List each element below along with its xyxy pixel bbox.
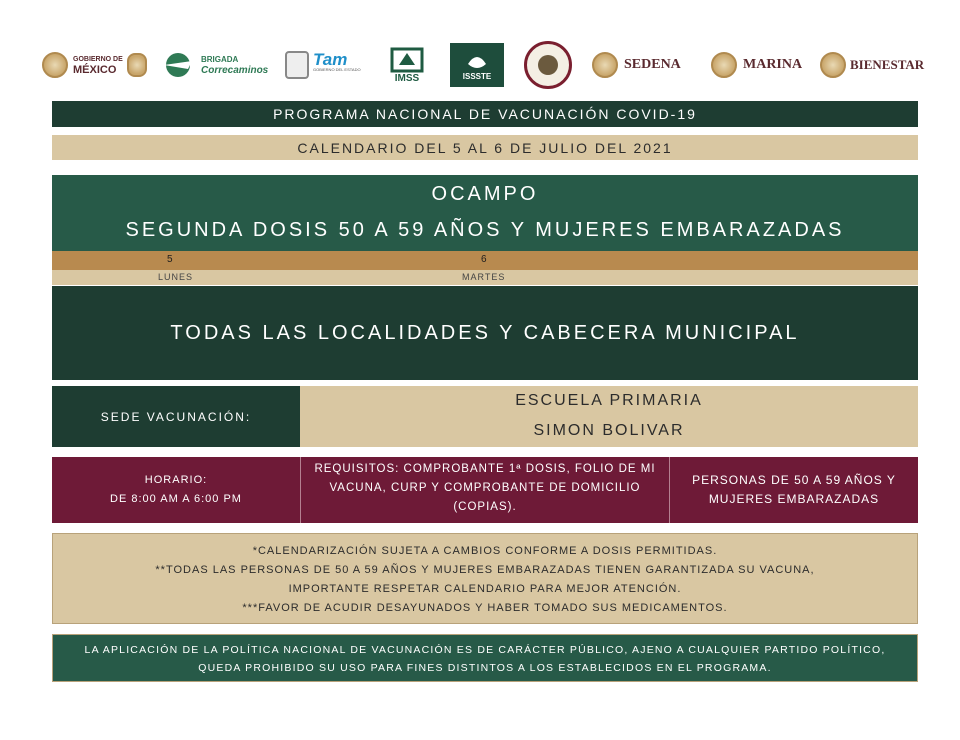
issste-logo: ISSSTE [450, 38, 504, 92]
covid-seal-icon [127, 53, 147, 77]
target-cell: PERSONAS DE 50 A 59 AÑOS Y MUJERES EMBARAZADAS [692, 473, 896, 506]
eagle-seal-logo [524, 38, 572, 92]
logo-strip [38, 38, 938, 92]
schedule-cell [52, 457, 300, 523]
tamaulipas-shield-icon [285, 51, 309, 79]
municipality-panel [52, 175, 918, 251]
schedule-value: DE 8:00 AM A 6:00 PM [110, 493, 242, 505]
sedena-logo: SEDENA [592, 38, 681, 92]
footer-disclaimer [52, 634, 918, 682]
footer-line-1: LA APLICACIÓN DE LA POLÍTICA NACIONAL DE VACUNACIÓN ES DE CARÁCTER PÚBLICO, AJENO A CUALQUIER PARTIDO POLÍTICO, [84, 644, 886, 656]
marina-seal-icon [711, 52, 737, 78]
gobierno-mexico-logo: GOBIERNO DE MÉXICO [42, 38, 147, 92]
day-name: LUNES [158, 272, 194, 282]
note-line: ***FAVOR DE ACUDIR DESAYUNADOS Y HABER TOMADO SUS MEDICAMENTOS. [242, 602, 728, 614]
venue-panel [300, 386, 918, 447]
day-number: 5 [167, 254, 173, 265]
municipality-name: OCAMPO [431, 183, 539, 205]
imss-emblem-icon [390, 47, 424, 73]
calendar-title: CALENDARIO DEL 5 AL 6 DE JULIO DEL 2021 [52, 135, 918, 160]
marina-logo: MARINA [711, 38, 802, 92]
days-names-row [52, 270, 918, 285]
tamaulipas-logo: Tam GOBIERNO DEL ESTADO [285, 38, 361, 92]
venue-label: SEDE VACUNACIÓN: [52, 386, 300, 447]
footer-line-2: QUEDA PROHIBIDO SU USO PARA FINES DISTINTOS A LOS ESTABLECIDOS EN EL PROGRAMA. [198, 662, 772, 674]
info-row [52, 457, 918, 523]
imss-logo: IMSS [390, 38, 424, 92]
notes-panel [52, 533, 918, 624]
bienestar-logo: BIENESTAR [820, 38, 924, 92]
note-line: **TODAS LAS PERSONAS DE 50 A 59 AÑOS Y MUJERES EMBARAZADAS TIENEN GARANTIZADA SU VACUNA, [155, 564, 815, 576]
eagle-seal-icon [524, 41, 572, 89]
program-title: PROGRAMA NACIONAL DE VACUNACIÓN COVID-19 [52, 101, 918, 127]
mexico-seal-icon [42, 52, 68, 78]
requirements-cell: REQUISITOS: COMPROBANTE 1ª DOSIS, FOLIO DE MI VACUNA, CURP Y COMPROBANTE DE DOMICILIO (COPIAS). [314, 463, 656, 513]
brigada-correcaminos-logo: BRIGADA Correcaminos [158, 38, 268, 92]
day-number: 6 [481, 254, 487, 265]
days-numbers-row [52, 251, 918, 270]
issste-emblem-icon [464, 50, 490, 72]
note-line: *CALENDARIZACIÓN SUJETA A CAMBIOS CONFORME A DOSIS PERMITIDAS. [252, 545, 718, 557]
localities-banner: TODAS LAS LOCALIDADES Y CABECERA MUNICIPAL [52, 286, 918, 380]
venue-line-2: SIMON BOLIVAR [533, 422, 685, 439]
bienestar-seal-icon [820, 52, 846, 78]
note-line: IMPORTANTE RESPETAR CALENDARIO PARA MEJOR ATENCIÓN. [288, 583, 682, 595]
day-name: MARTES [462, 272, 506, 282]
schedule-label: HORARIO: [144, 474, 208, 486]
road-runner-icon [158, 51, 198, 79]
dose-description: SEGUNDA DOSIS 50 A 59 AÑOS Y MUJERES EMBARAZADAS [125, 219, 845, 241]
venue-line-1: ESCUELA PRIMARIA [515, 392, 703, 409]
sedena-seal-icon [592, 52, 618, 78]
